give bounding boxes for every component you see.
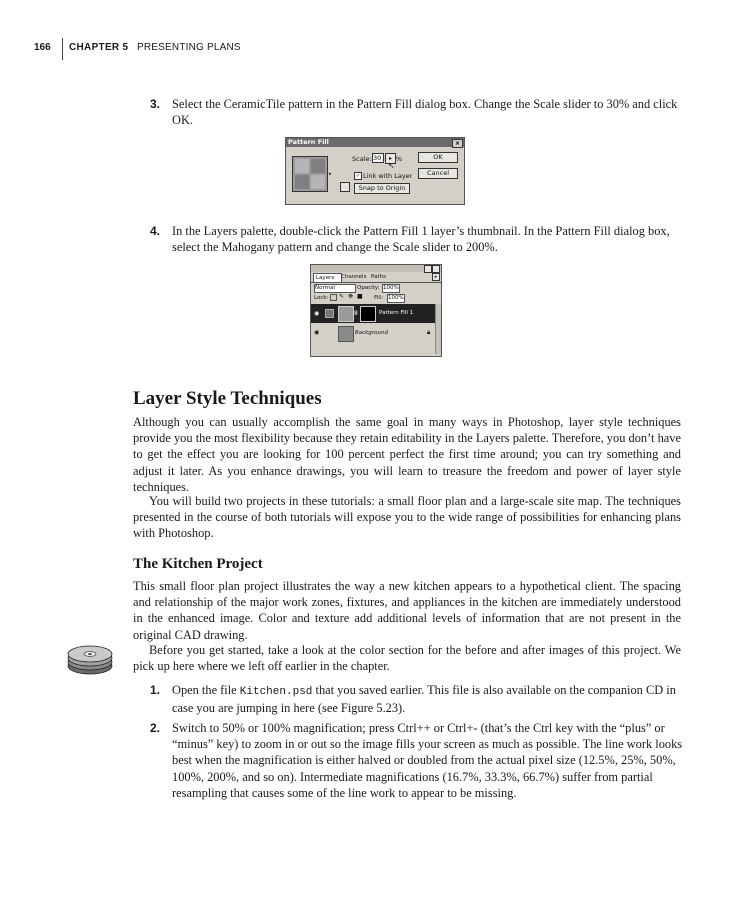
visibility-eye-icon[interactable]: ◉ — [314, 310, 320, 317]
tile-1 — [295, 159, 309, 173]
step-text: In the Layers palette, double-click the Pattern Fill 1 layer’s thumbnail. In the Pattern Fill dialog box, select the Mahogany pattern and change the Scale slider to 200%. — [172, 224, 670, 255]
tile-4 — [311, 175, 325, 189]
step-text-pre: Open the file — [172, 683, 240, 697]
layer-link-icon[interactable] — [325, 309, 334, 318]
chapter-label: CHAPTER 5 — [69, 42, 129, 53]
link-label: Link with Layer — [363, 172, 413, 180]
snap-to-origin-button[interactable]: Snap to Origin — [354, 183, 410, 194]
tile-2 — [311, 159, 325, 173]
step-number: 2. — [150, 721, 161, 735]
link-checkbox[interactable]: ✓ — [355, 173, 361, 179]
pattern-swatch[interactable] — [292, 156, 328, 192]
step-1 — [150, 682, 684, 716]
step-number: 4. — [150, 224, 161, 238]
fill-label: Fill: — [374, 295, 384, 301]
subsection-heading: The Kitchen Project — [133, 556, 263, 572]
subsection-kitchen — [133, 556, 693, 573]
step-4 — [150, 223, 684, 255]
step-text: Select the CeramicTile pattern in the Pattern Fill dialog box. Change the Scale slider to 30% and click OK. — [172, 97, 678, 128]
close-icon[interactable]: × — [452, 139, 463, 148]
layer-name[interactable]: Background — [355, 330, 388, 336]
ok-button[interactable]: OK — [418, 152, 458, 163]
lock-transparency-icon[interactable] — [330, 294, 337, 301]
layer-name[interactable]: Pattern Fill 1 — [379, 310, 414, 316]
chain-icon: 8 — [354, 310, 358, 317]
pattern-fill-dialog — [285, 137, 465, 205]
dialog-titlebar — [286, 138, 464, 147]
palette-scrollbar[interactable] — [435, 304, 441, 354]
tab-channels[interactable]: Channels — [341, 274, 367, 280]
section-heading: Layer Style Techniques — [133, 388, 322, 409]
layer-thumbnail[interactable] — [338, 306, 354, 322]
step-number: 1. — [150, 683, 161, 697]
lock-label: Lock: — [314, 295, 329, 301]
tile-3 — [295, 175, 309, 189]
tab-divider — [311, 282, 441, 283]
lock-icon: 🔒︎ — [427, 329, 431, 336]
step-text-post: that you saved earlier. This file is also available on the companion CD in case you are jumping in here (see Figure 5.23). — [172, 683, 676, 716]
new-preset-icon[interactable] — [340, 182, 350, 192]
subsection-paragraph-2: Before you get started, take a look at the color section for the before and after images of this project. We pick up here where we left off earlier in the chapter. — [133, 643, 681, 674]
fill-input[interactable]: 100% — [388, 295, 404, 301]
scale-input[interactable]: 30 — [372, 153, 384, 163]
tab-paths[interactable]: Paths — [371, 274, 386, 280]
step-3 — [150, 96, 684, 128]
header-divider — [62, 38, 63, 60]
close-icon[interactable] — [432, 265, 440, 273]
swatch-dropdown-icon[interactable]: ▸ — [329, 171, 332, 177]
visibility-eye-icon[interactable]: ◉ — [314, 329, 320, 336]
dialog-title: Pattern Fill — [288, 138, 329, 146]
scale-slider-button[interactable]: ▸ — [385, 153, 396, 164]
layer-thumbnail[interactable] — [338, 326, 354, 342]
layer-row-background[interactable] — [311, 324, 441, 342]
minimize-icon[interactable] — [424, 265, 432, 273]
opacity-input[interactable]: 100% — [383, 285, 399, 291]
layer-mask-thumbnail[interactable] — [360, 306, 376, 322]
tab-layers[interactable]: Layers — [313, 273, 342, 282]
opacity-label: Opacity: — [357, 285, 380, 291]
cd-icon — [66, 636, 114, 676]
step-text: Switch to 50% or 100% magnification; press Ctrl++ or Ctrl+- (that’s the Ctrl key with the “plus” or “minus” key) to zoom in or out so the image fills your screen as much as possible. The line work looks best when the magnification is either halved or doubled from the actual pixel size (12.5%, 25%, 50%, 100%, 200%, and so on). Intermediate magnifications (16.7%, 33.3%, 66.7%) suffer from partial resampling that causes some of the line work to appear to be missing. — [172, 721, 683, 800]
layer-row-pattern-fill[interactable] — [311, 304, 441, 323]
palette-titlebar — [311, 265, 441, 272]
lock-all-icon[interactable]: ■ — [357, 293, 363, 300]
step-number: 3. — [150, 97, 161, 111]
page-number: 166 — [34, 42, 51, 53]
file-name: Kitchen.psd — [239, 686, 313, 698]
step-2 — [150, 720, 684, 801]
subsection-paragraph-1: This small floor plan project illustrates the way a new kitchen appears to a hypothetical client. The spacing and relationship of the major work zones, fixtures, and appliances in the kitchen are immediately understood in the enhanced image. Color and texture add additional levels of information that are not present in the original CAD drawing. — [133, 579, 681, 642]
scale-label: Scale: — [352, 155, 372, 163]
palette-menu-icon[interactable]: ▸ — [432, 273, 440, 281]
cursor-icon: ↖ — [388, 161, 395, 170]
blend-mode-select[interactable]: Normal — [314, 284, 356, 293]
layers-palette — [310, 264, 442, 357]
cancel-button[interactable]: Cancel — [418, 168, 458, 179]
section-paragraph-2: You will build two projects in these tutorials: a small floor plan and a large-scale site map. The techniques presented in the course of both tutorials will expose you to the wide range of possibilities for enhancing plans with Photoshop. — [133, 494, 681, 541]
lock-move-icon[interactable]: ✥ — [348, 293, 354, 300]
lock-paint-icon[interactable]: ✎ — [339, 293, 345, 300]
section-layer-style — [133, 388, 693, 410]
percent-label: % — [396, 155, 403, 163]
section-paragraph-1: Although you can usually accomplish the same goal in many ways in Photoshop, layer style techniques provide you the most flexibility because they retain editability in the Layers palette. Therefore, you don’t have to get the effect you are looking for 100 percent perfect the first time around; you can try something and adjust it later. As you enhance drawings, you will learn to treasure the freedom and power of layer style techniques. — [133, 415, 681, 494]
chapter-title: PRESENTING PLANS — [137, 42, 241, 53]
